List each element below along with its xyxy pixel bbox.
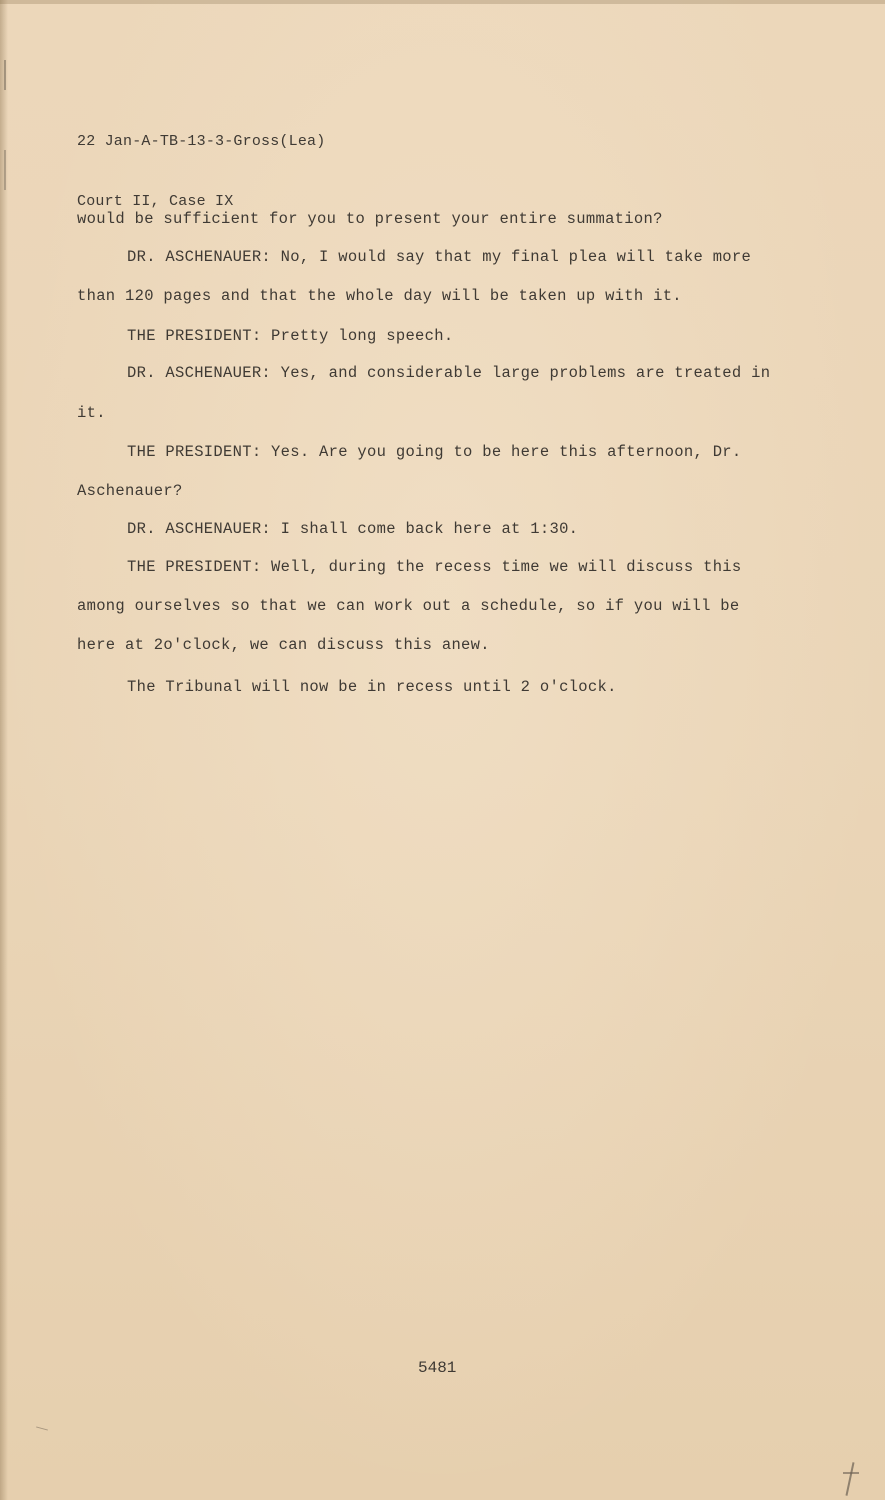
transcript-line: DR. ASCHENAUER: Yes, and considerable large problems are treated in [127,364,771,382]
transcript-line: DR. ASCHENAUER: I shall come back here at 1:30. [127,520,579,538]
paper-mark [4,150,6,190]
header-reference: 22 Jan-A-TB-13-3-Gross(Lea) [77,133,326,150]
transcript-line: THE PRESIDENT: Well, during the recess time we will discuss this [127,558,742,576]
paper-mark [845,1462,854,1496]
page-number: 5481 [418,1359,457,1377]
transcript-line: DR. ASCHENAUER: No, I would say that my final plea will take more [127,248,752,266]
document-header [77,92,325,252]
transcript-line: would be sufficient for you to present your entire summation? [77,210,663,228]
transcript-line: THE PRESIDENT: Yes. Are you going to be here this afternoon, Dr. [127,443,742,461]
transcript-line: here at 2o'clock, we can discuss this anew. [77,636,490,654]
transcript-line: than 120 pages and that the whole day will be taken up with it. [77,287,682,305]
paper-mark [36,1426,48,1430]
header-court-case: Court II, Case IX [77,193,234,210]
transcript-line: Aschenauer? [77,482,183,500]
paper-mark [4,60,6,90]
paper-mark [843,1472,859,1474]
transcript-line: among ourselves so that we can work out a schedule, so if you will be [77,597,740,615]
page-left-edge [0,0,8,1500]
page-top-edge [0,0,885,4]
transcript-line: THE PRESIDENT: Pretty long speech. [127,327,454,345]
transcript-line: The Tribunal will now be in recess until 2 o'clock. [127,678,617,696]
transcript-line: it. [77,404,106,422]
